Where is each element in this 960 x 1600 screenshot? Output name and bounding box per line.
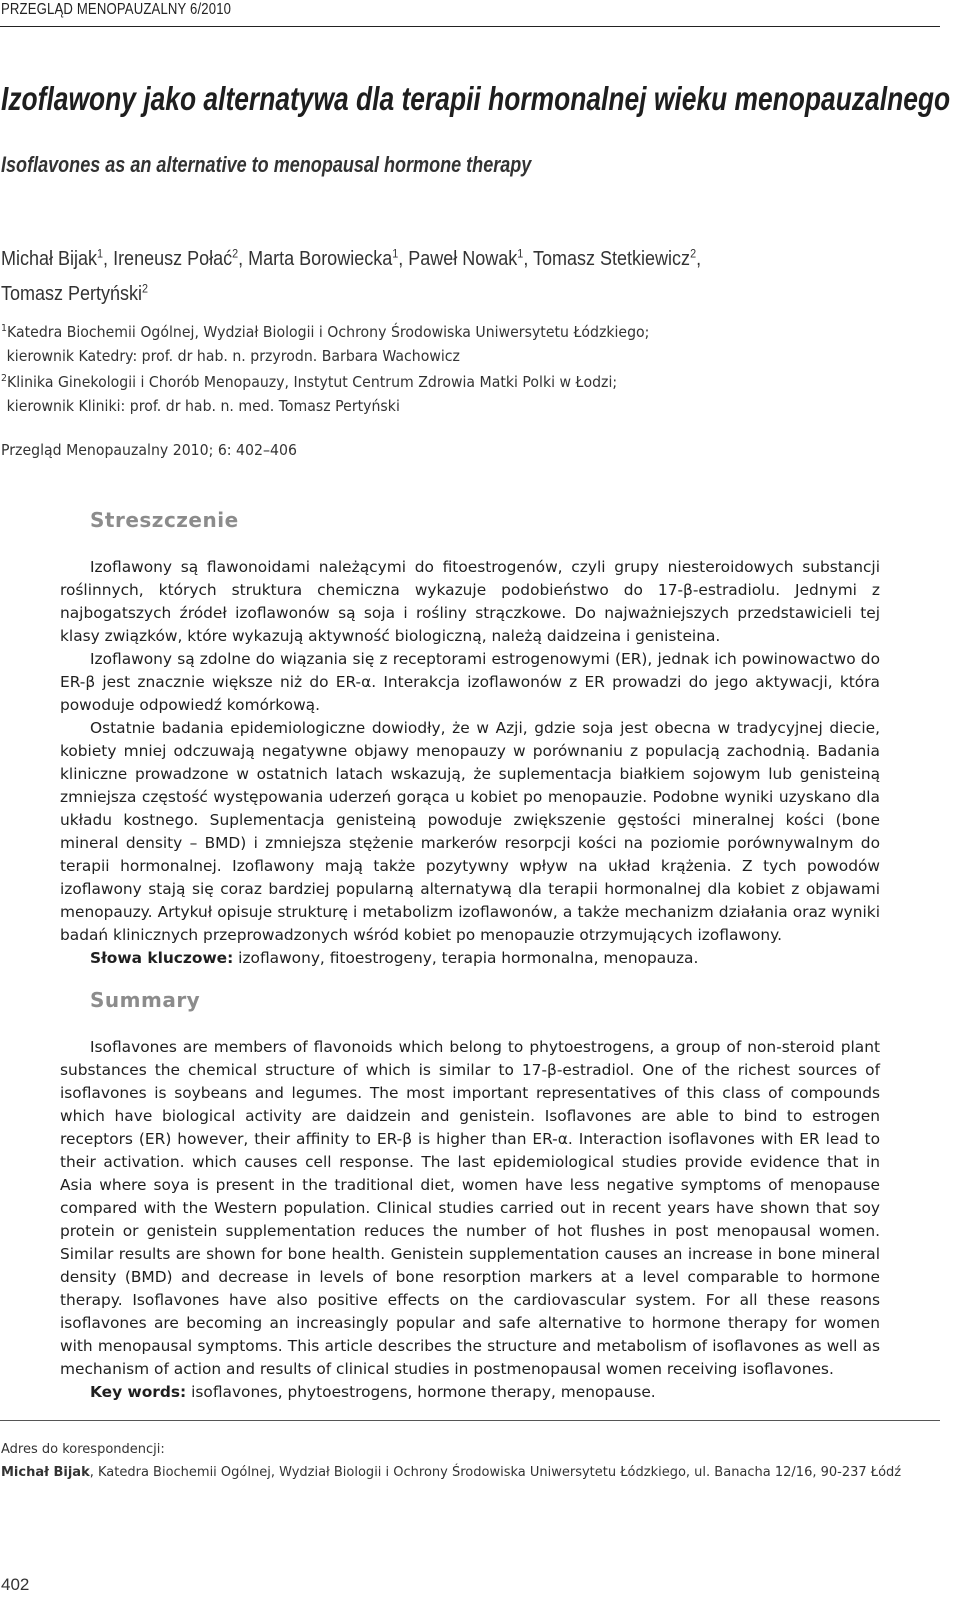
keywords-text: izoflawony, fitoestrogeny, terapia hormonalna, menopauza. xyxy=(238,949,699,967)
correspondence-details: , Katedra Biochemii Ogólnej, Wydział Biologii i Ochrony Środowiska Uniwersytetu Łódzkiego, ul. Banacha 12/16, 90-237 Łódź xyxy=(89,1465,902,1480)
author-name: Michał Bijak xyxy=(1,247,98,270)
correspondence-name: Michał Bijak xyxy=(1,1465,90,1480)
affiliation-mark: 2 xyxy=(1,373,7,384)
streszczenie-body xyxy=(60,556,880,970)
author-affiliation-mark: 1 xyxy=(517,246,524,260)
author-name: Paweł Nowak xyxy=(408,247,518,270)
keywords-label: Słowa kluczowe: xyxy=(90,949,234,967)
author xyxy=(1,283,148,305)
affiliation-head-line: kierownik Kliniki: prof. dr hab. n. med. Tomasz Pertyński xyxy=(6,397,400,415)
author xyxy=(533,248,701,270)
article-title-polish: Izoflawony jako alternatywa dla terapii hormonalnej wieku menopauzalnego xyxy=(1,80,951,117)
author-affiliation-mark: 2 xyxy=(690,246,697,260)
author xyxy=(113,248,248,270)
author-separator: , xyxy=(523,247,534,270)
keywords-line xyxy=(60,947,880,970)
article-title-english: Isoflavones as an alternative to menopausal hormone therapy xyxy=(1,152,532,177)
page-number: 402 xyxy=(1,1575,30,1594)
author xyxy=(408,248,533,270)
author-list xyxy=(1,238,865,309)
author-separator: , xyxy=(103,247,114,270)
keywords-line xyxy=(60,1381,880,1404)
author-name: Ireneusz Połać xyxy=(113,247,233,270)
author-affiliation-mark: 1 xyxy=(97,246,104,260)
keywords-label: Key words: xyxy=(90,1383,187,1401)
affiliation-mark: 1 xyxy=(1,323,7,334)
affiliation-line: Katedra Biochemii Ogólnej, Wydział Biologii i Ochrony Środowiska Uniwersytetu Łódzkiego; xyxy=(6,323,650,341)
author-affiliation-mark: 2 xyxy=(232,246,239,260)
author-name: Tomasz Pertyński xyxy=(1,283,143,306)
streszczenie-heading: Streszczenie xyxy=(90,508,239,532)
author-name: Marta Borowiecka xyxy=(248,247,393,270)
author-separator: , xyxy=(398,247,409,270)
keywords-text: isoflavones, phytoestrogens, hormone therapy, menopause. xyxy=(191,1383,656,1401)
affiliation-line: Klinika Ginekologii i Chorób Menopauzy, Instytut Centrum Zdrowia Matki Polki w Łodzi; xyxy=(6,373,618,391)
footer-divider xyxy=(0,1420,940,1421)
author xyxy=(1,248,113,270)
affiliation-2 xyxy=(1,367,885,418)
journal-header xyxy=(0,0,940,27)
author-separator: , xyxy=(238,247,249,270)
affiliation-1 xyxy=(1,317,885,368)
author-affiliation-mark: 2 xyxy=(142,281,149,296)
abstract-paragraph: Izoflawony są flawonoidami należącymi do fitoestrogenów, czyli grupy niesteroidowych substancji roślinnych, których struktura chemiczna wykazuje podobieństwo do 17-β-estradiolu. Jednymi z najbogatszych źródeł izoflawonów są soja i rośliny strączkowe. Do najważniejszych przedstawicieli tej klasy związków, które wykazują aktywność biologiczną, należą daidzeina i genisteina. xyxy=(60,558,880,645)
citation: Przegląd Menopauzalny 2010; 6: 402–406 xyxy=(1,441,297,459)
summary-body xyxy=(60,1036,880,1404)
author xyxy=(248,248,408,270)
correspondence-label: Adres do korespondencji: xyxy=(1,1442,165,1457)
summary-heading: Summary xyxy=(90,988,201,1012)
abstract-paragraph: Izoflawony są zdolne do wiązania się z receptorami estrogenowymi (ER), jednak ich powinowactwo do ER-β jest znacznie większe niż do ER-α. Interakcja izoflawonów z ER prowadzi do jego aktywacji, która powoduje odpowiedź komórkową. xyxy=(60,650,880,714)
author-affiliation-mark: 1 xyxy=(392,246,399,260)
affiliation-head-line: kierownik Katedry: prof. dr hab. n. przyrodn. Barbara Wachowicz xyxy=(6,347,460,365)
abstract-paragraph: Isoflavones are members of flavonoids which belong to phytoestrogens, a group of non-steroid plant substances the chemical structure of which is similar to 17-β-estradiol. One of the richest sources of isoflavones is soybeans and legumes. The most important representatives of this class of compounds which have biological activity are daidzein and genistein. Isoflavones are able to bind to estrogen receptors (ER) however, their affinity to ER-β is higher than ER-α. Interaction isoflavones with ER lead to their activation. which causes cell response. The last epidemiological studies provide evidence that in Asia where soya is present in the traditional diet, women have less negative symptoms of menopause compared with the Western population. Clinical studies carried out in recent years have shown that soy protein or genistein supplementation reduces the number of hot flushes in post menopausal women. Similar results are shown for bone health. Genistein supplementation causes an increase in bone mineral density (BMD) and decrease in levels of bone resorption markers at a level comparable to hormone therapy. Isoflavones have also positive effects on the cardiovascular system. For all these reasons isoflavones are becoming an increasingly popular and safe alternative to hormone therapy for women with menopausal symptoms. This article describes the structure and metabolism of isoflavones as well as mechanism of action and results of clinical studies in postmenopausal women receiving isoflavones. xyxy=(60,1038,880,1378)
correspondence-address xyxy=(1,1465,901,1480)
author-name: Tomasz Stetkiewicz xyxy=(533,247,691,270)
author-separator: , xyxy=(696,247,702,270)
journal-name: PRZEGLĄD MENOPAUZALNY 6/2010 xyxy=(1,1,232,18)
abstract-paragraph: Ostatnie badania epidemiologiczne dowiodły, że w Azji, gdzie soja jest obecna w tradycyjnej diecie, kobiety mniej odczuwają negatywne objawy menopauzy w porównaniu z populacją zachodnią. Badania kliniczne prowadzone w ostatnich latach wskazują, że suplementacja białkiem sojowym lub genisteiną zmniejsza częstość występowania uderzeń gorąca u kobiet po menopauzie. Podobne wyniki uzyskano dla układu kostnego. Suplementacja genisteiną powoduje zwiększenie gęstości mineralnej kości (bone mineral density – BMD) i zmniejsza stężenie markerów resorpcji kości na poziomie porównywalnym do terapii hormonalnej. Izoflawony mają także pozytywny wpływ na układ krążenia. Z tych powodów izoflawony stają się coraz bardziej popularną alternatywą dla terapii hormonalnej dla kobiet z objawami menopauzy. Artykuł opisuje strukturę i metabolizm izoflawonów, a także mechanizm działania oraz wyniki badań klinicznych przeprowadzonych wśród kobiet po menopauzie otrzymujących izoflawony. xyxy=(60,719,880,944)
